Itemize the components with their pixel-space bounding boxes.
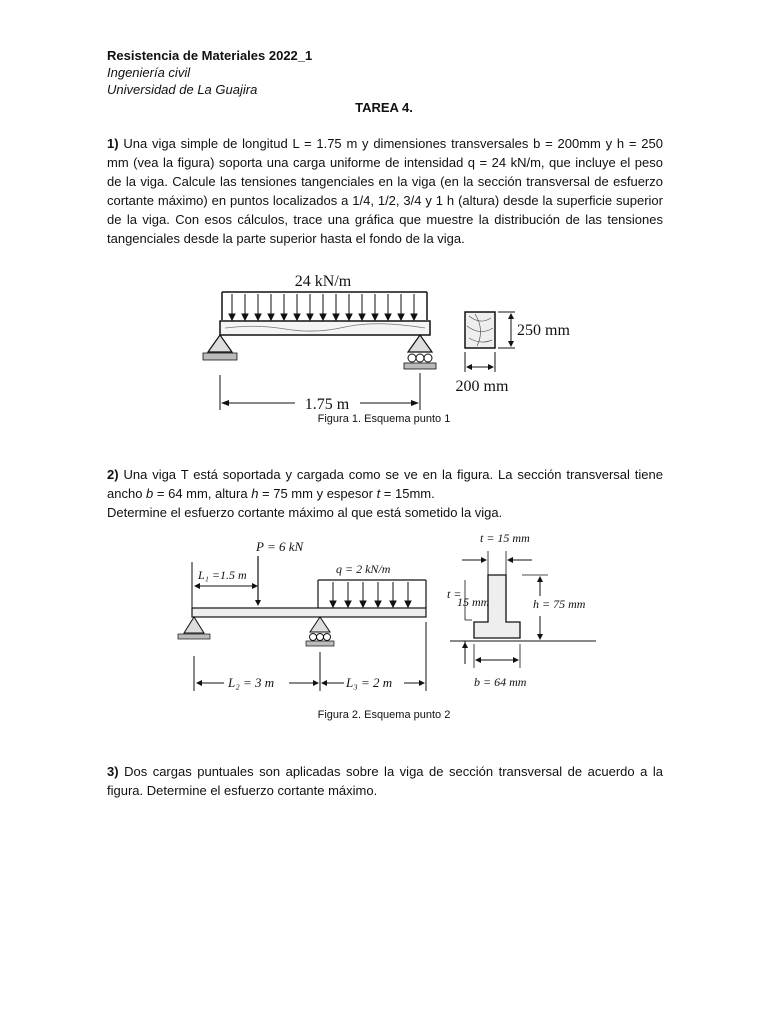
problem-3-text (107, 762, 663, 800)
problem-2-var-b: b (146, 486, 154, 501)
fig1-length-label: 1.75 m (304, 396, 350, 413)
problem-2-body-d: = 15mm. (380, 486, 435, 501)
program-name: Ingeniería civil (107, 65, 191, 80)
problem-3-body: Dos cargas puntuales son aplicadas sobre la viga de sección transversal de acuerdo a la figura. Determine el esfuerzo cortante máximo. (107, 764, 663, 798)
problem-2-body-c: = 75 mm y espesor (258, 486, 377, 501)
fig1-load-label: 24 kN/m (294, 273, 352, 290)
fig2-h-label: h = 75 mm (533, 597, 586, 611)
problem-2-body-line2: Determine el esfuerzo cortante máximo al que está sometido la viga. (107, 505, 503, 520)
fig2-t-top-label: t = 15 mm (480, 531, 530, 545)
fig1-load-arrows (229, 294, 417, 320)
university-name: Universidad de La Guajira (107, 82, 258, 97)
fig2-q-arrows (330, 582, 411, 607)
fig1-roller-support (404, 335, 436, 369)
figure-1 (195, 270, 595, 415)
fig2-l2-label: L₂ = 3 m (228, 675, 275, 690)
fig2-beam (192, 608, 426, 617)
fig2-l1-label: L₁ =1.5 m (198, 568, 247, 582)
problem-2-body-b: = 64 mm, altura (153, 486, 252, 501)
problem-1-number: 1) (107, 136, 119, 151)
course-title: Resistencia de Materiales 2022_1 (107, 48, 313, 63)
fig1-height-label: 250 mm (517, 322, 570, 339)
fig1-cross-section (465, 312, 495, 348)
fig2-l3-label: L₃ = 2 m (346, 675, 393, 690)
problem-2-text (107, 465, 663, 522)
problem-3-number: 3) (107, 764, 119, 779)
fig2-t-side-var: t = (447, 587, 462, 601)
fig1-pin-support (203, 335, 237, 360)
fig1-beam (220, 321, 430, 335)
fig1-width-label: 200 mm (455, 378, 509, 395)
problem-2-var-h: h (251, 486, 259, 501)
problem-2-body-a: Una viga T está soportada y cargada como se ve en la figura. La sección transversal tiene ancho (107, 467, 663, 501)
problem-2-var-t: t (376, 486, 381, 501)
fig2-roller-support (306, 617, 334, 646)
fig2-q-label: q = 2 kN/m (336, 562, 391, 576)
figure-1-caption: Figura 1. Esquema punto 1 (317, 413, 451, 425)
fig2-t-side-label: 15 mm (457, 595, 490, 609)
problem-1-text (107, 134, 663, 248)
task-title: TAREA 4. (355, 100, 413, 115)
fig2-b-label: b = 64 mm (474, 675, 527, 689)
figure-2 (176, 528, 596, 698)
fig2-pin-support (178, 617, 210, 639)
fig2-p-label: P = 6 kN (256, 539, 304, 554)
problem-1-body: Una viga simple de longitud L = 1.75 m y dimensiones transversales b = 200mm y h = 250 mm (vea la figura) soporta una carga uniforme de intensidad q = 24 kN/m, que incluye el peso de la viga. Calcule las tensiones tangenciales en la viga (en la sección transversal de esfuerzo cortante máximo) en puntos localizados a 1/4, 1/2, 3/4 y 1 h (altura) desde la superficie superior de la viga. Con esos cálculos, trace una gráfica que muestre la distribución de las tensiones tangenciales desde la parte superior hasta el fondo de la viga. (107, 136, 663, 246)
figure-2-caption: Figura 2. Esquema punto 2 (317, 709, 451, 721)
problem-2-number: 2) (107, 467, 119, 482)
